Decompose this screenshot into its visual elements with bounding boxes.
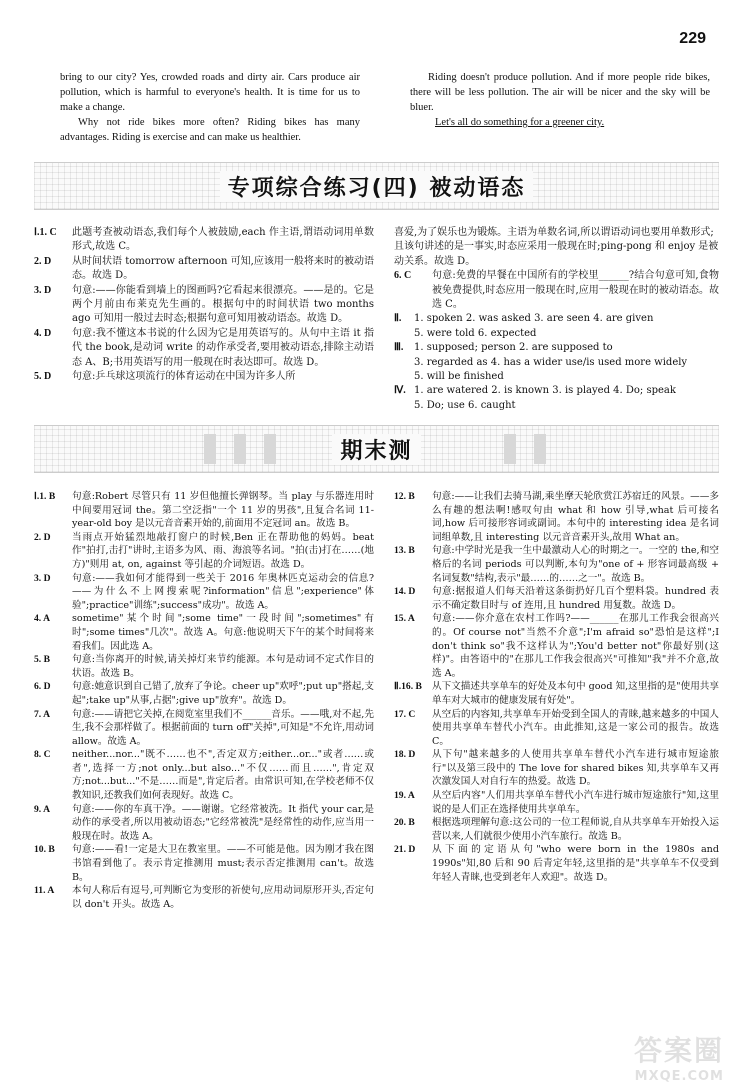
answer-explanation: neither...nor..."既不……也不",否定双方;either...or..."或者……或者",选择一方;not only...but also..."不仅……而且……",肯定双方;not...but..."不是……而是",肯定后者。由常识可知,在学校老师不仅教知识,还教我们如何表现好。故选 C。 (72, 749, 374, 802)
answer-item (34, 226, 374, 255)
page-number: 229 (679, 30, 706, 47)
answer-item (34, 370, 374, 384)
answer-item (394, 816, 719, 843)
answer-explanation: 句意:乒乓球这项流行的体育运动在中国为许多人所 (72, 371, 296, 383)
group-line: 5. were told 6. expected (414, 327, 537, 339)
answer-label: 6. C (394, 270, 412, 282)
answer-label: 19. A (394, 790, 415, 802)
answer-label: Ⅰ.1. B (34, 491, 56, 502)
answer-item (34, 612, 374, 653)
answer-explanation: 句意:据报道人们每天沿着这条街扔好几百个塑料袋。hundred 表示不确定数目时与 of 连用,且 hundred 用复数。故选 D。 (432, 586, 719, 611)
answer-item (34, 284, 374, 327)
answer-item (394, 585, 719, 612)
group-line: 1. are watered 2. is known 3. is played 4. Do; speak (414, 385, 676, 397)
banner-decoration (504, 434, 516, 464)
section-banner (34, 162, 719, 210)
answer-explanation: 句意:——我如何才能得到一些关于 2016 年奥林匹克运动会的信息?——为什么不上网搜索呢?information"信息";experience"体验";practice"训练";success"成功"。故选 A。 (72, 572, 374, 611)
answers-right-column (394, 490, 719, 1050)
essay-paragraph: Riding doesn't produce pollution. And if more people ride bikes, there will be less pollution. The air will be nicer and the sky will be bluer. (410, 72, 710, 113)
answer-group (394, 341, 719, 384)
answers-left-column (34, 226, 374, 416)
answer-explanation: 从下面的定语从句"who were born in the 1980s and 1990s"知,80 后和 90 后青定年轻,这里指的是"共享单车不仅受到年轻人青睐,也受到老年人欢迎"。故选 D。 (432, 844, 719, 883)
answer-label: 18. D (394, 749, 416, 761)
answer-item (394, 490, 719, 544)
answer-item (34, 748, 374, 802)
answer-item (34, 884, 374, 911)
essay-paragraph: bring to our city? Yes, crowded roads and dirty air. Cars produce air pollution, which is harmful to everyone's health. It is time for us to make a change. (60, 72, 360, 113)
section-final-test (34, 490, 719, 1050)
answer-item (394, 789, 719, 816)
answer-explanation: 从空后内容"人们用共享单车替代小汽车进行城市短途旅行"知,这里说的是人们正在选择使用共享单车。 (432, 790, 719, 815)
group-line: 5. will be finished (414, 371, 504, 383)
answer-item (394, 269, 719, 312)
answer-explanation: 根据选项理解句意:这公司的一位工程师说,自从共享单车开始投入运营以来,人们就很少使用小汽车旅行。故选 B。 (432, 817, 719, 842)
answer-item (34, 653, 374, 680)
answer-explanation: 句意:——看!一定是大卫在教室里。——不可能是他。因为刚才我在图书馆看到他了。表示肯定推测用 must;表示否定推测用 can't。故选 B。 (72, 844, 374, 883)
answer-label: 10. B (34, 844, 55, 856)
essay-closing-line: Let's all do something for a greener city. (435, 117, 605, 128)
answer-label: 17. C (394, 708, 416, 720)
answer-item (394, 843, 719, 884)
answer-label: 2. D (34, 531, 51, 543)
answer-continuation: 喜爱,为了娱乐也为锻炼。主语为单数名词,所以谓语动词也要用单数形式;且该句讲述的是一事实,时态应采用一般现在时;ping-pong 和 enjoy 是被动关系。故选 D。 (394, 227, 719, 267)
banner-decoration (264, 434, 276, 464)
answer-explanation: 句意:——你介意在农村工作吗?——______在那儿工作我会很高兴的。Of course not"当然不介意";I'm afraid so"恐怕是这样";I don't think so"我不这样认为";You'd better not"你最好别(这样)"。由答语中的"在那儿工作我会很高兴"可推知"我"并不介意,故选 A。 (432, 613, 719, 679)
answer-label: 21. D (394, 844, 416, 856)
watermark-site: MXQE.COM (634, 1069, 724, 1084)
answer-item (34, 680, 374, 707)
group-label: Ⅲ. (394, 342, 404, 354)
answer-label: 5. B (34, 654, 50, 666)
answer-explanation: 从时间状语 tomorrow afternoon 可知,应该用一般将来时的被动语态。故选 D。 (72, 255, 374, 282)
answer-label: 13. B (394, 545, 415, 557)
answer-explanation: 当雨点开始猛烈地敲打窗户的时候,Ben 正在帮助他的妈妈。beat 作"拍打,击打"讲时,主语多为风、雨、海浪等名词。"拍(击)打在……(地方)"则用 at, on, against 等引起的介词短语。故选 D。 (72, 531, 374, 570)
answer-label: 11. A (34, 885, 55, 897)
answer-explanation: 从下句"越来越多的人使用共享单车替代小汽车进行城市短途旅行"以及第三段中的 The love for shared bikes 知,共享单车又再次激发国人对自行车的热爱。故选 D。 (432, 749, 719, 788)
answer-group (394, 384, 719, 413)
section-passive-voice (34, 226, 719, 416)
answer-item (34, 255, 374, 284)
essay-left-column (60, 70, 360, 145)
answer-label: 7. A (34, 708, 50, 720)
group-line: 1. spoken 2. was asked 3. are seen 4. are given (414, 313, 654, 325)
answer-label: 9. A (34, 803, 50, 815)
answer-explanation: 从空后的内容知,共享单车开始受到全国人的青睐,越来越多的中国人使用共享单车替代小汽车。由此推知,这是一家公司的报告。故选 C。 (432, 708, 719, 747)
group-label: Ⅱ. (394, 313, 402, 325)
answer-explanation: 句意:她意识到自己错了,放弃了争论。cheer up"欢呼";put up"搭起,支起";take up"从事,占据";give up"放弃"。故选 D。 (72, 681, 374, 706)
answers-right-column (394, 226, 719, 416)
answer-explanation: 句意:中学时光是我一生中最激动人心的时期之一。一空的 the,和空格后的名词 periods 可以判断,本句为"one of + 形容词最高级 + 名词复数"结构,表示"最……的……之一"。故选 B。 (432, 545, 719, 584)
answer-label: 4. A (34, 613, 50, 625)
answer-explanation: sometime"某个时间";some time"一段时间";sometimes"有时";some times"几次"。故选 A。句意:他说明天下午的某个时间将来看我们。因此选 A。 (72, 613, 374, 652)
answer-label: Ⅰ.1. C (34, 227, 57, 238)
section-banner (34, 425, 719, 473)
answer-item (34, 843, 374, 884)
watermark-text: 答案圈 (633, 1034, 724, 1067)
banner-decoration (234, 434, 246, 464)
answer-item (394, 708, 719, 749)
group-line: 3. regarded as 4. has a wider use/is used more widely (414, 356, 688, 368)
answer-item (34, 531, 374, 572)
section-title: 专项综合练习(四) 被动语态 (220, 171, 534, 202)
answer-item (394, 544, 719, 585)
essay-paragraph: Why not ride bikes more often? Riding bikes has many advantages. Riding is exercise and can make us healthier. (60, 117, 360, 143)
banner-decoration (534, 434, 546, 464)
answer-group (394, 312, 719, 341)
answer-label: 5. D (34, 371, 52, 383)
answer-explanation: 本句人称后有逗号,可判断它为变形的祈使句,应用动词原形开头,否定句以 don't 开头。故选 A。 (72, 885, 374, 910)
answer-label: 3. D (34, 572, 51, 584)
answer-explanation: 句意:——你能看到墙上的图画吗?它看起来很漂亮。——是的。它是两个月前由布莱克先生画的。根据句中的时间状语 two months ago 可知用一般过去时态;根据句意可知用被动语态。故选 D。 (72, 284, 374, 325)
answer-label: Ⅱ.16. B (394, 681, 422, 693)
banner-decoration (204, 434, 216, 464)
answer-item (394, 748, 719, 789)
answer-label: 15. A (394, 613, 415, 625)
answer-item (34, 803, 374, 844)
section-title: 期末测 (332, 434, 420, 465)
answer-item (34, 327, 374, 370)
answer-item (34, 490, 374, 531)
answers-left-column (34, 490, 374, 1050)
answer-item (34, 572, 374, 613)
answer-label: 4. D (34, 327, 52, 339)
answer-item (34, 708, 374, 749)
answer-label: 6. D (34, 681, 51, 693)
answer-explanation: 句意:免费的早餐在中国所有的学校里______?结合句意可知,食物被免费提供,时态应用一般现在时,应用一般现在时的被动语态。故选 C。 (432, 270, 719, 311)
answer-item (394, 612, 719, 680)
answer-explanation: 此题考查被动语态,我们每个人被鼓励,each 作主语,谓语动词用单数形式,故选 C。 (72, 227, 374, 253)
answer-explanation: 句意:我不懂这本书说的什么因为它是用英语写的。从句中主语 it 指代 the book,是动词 write 的动作承受者,要用被动语态,排除主动语态 A、B;书用英语写的用一般现在时表达即可。故选 D。 (72, 327, 374, 368)
group-line: 5. Do; use 6. caught (414, 399, 516, 411)
group-line: 1. supposed; person 2. are supposed to (414, 342, 613, 354)
essay-right-column (410, 70, 710, 145)
group-label: Ⅳ. (394, 385, 406, 397)
answer-explanation: 句意:——你的车真干净。——谢谢。它经常被洗。It 指代 your car,是动作的承受者,所以用被动语态;"它经常被洗"是经常性的动作,应当用一般现在时。故选 A。 (72, 803, 374, 842)
answer-label: 8. C (34, 749, 51, 761)
answer-label: 2. D (34, 255, 52, 267)
answer-explanation: 句意:当你离开的时候,请关掉灯来节约能源。本句是动词不定式作目的状语。故选 B。 (72, 654, 374, 679)
watermark-logo (634, 1029, 724, 1084)
answer-label: 20. B (394, 817, 415, 829)
essay-passage (60, 70, 710, 145)
answer-explanation: 句意:——请把它关掉,在阅览室里我们不______音乐。——哦,对不起,先生,我不会那样做了。根据前面的 turn off"关掉",可知是"不允许,用动词 allow。故选 A。 (72, 708, 374, 747)
answer-explanation: 从下文描述共享单车的好处及本句中 good 知,这里指的是"使用共享单车对大城市的健康发展有好处"。 (432, 681, 719, 706)
answer-label: 14. D (394, 586, 416, 598)
answer-explanation: 句意:Robert 尽管只有 11 岁但他擅长弹钢琴。当 play 与乐器连用时中间要用冠词 the。第二空泛指"一个 11 岁的男孩",且复合名词 11-year-old boy 是以元音音素开始的,前面用不定冠词 an。故选 B。 (72, 491, 374, 530)
answer-label: 3. D (34, 284, 52, 296)
answer-item (394, 680, 719, 707)
answer-label: 12. B (394, 491, 415, 502)
answer-explanation: 句意:——让我们去骑马湖,乘坐摩天轮欣赏江苏宿迁的风景。——多么有趣的想法啊!感叹句由 what 和 how 引导,what 后可接名词,how 后可接形容词或副词。本句中的 interesting idea 是名词词组单数,且 interesting 以元音音素开头,故用 What an。 (432, 491, 719, 543)
